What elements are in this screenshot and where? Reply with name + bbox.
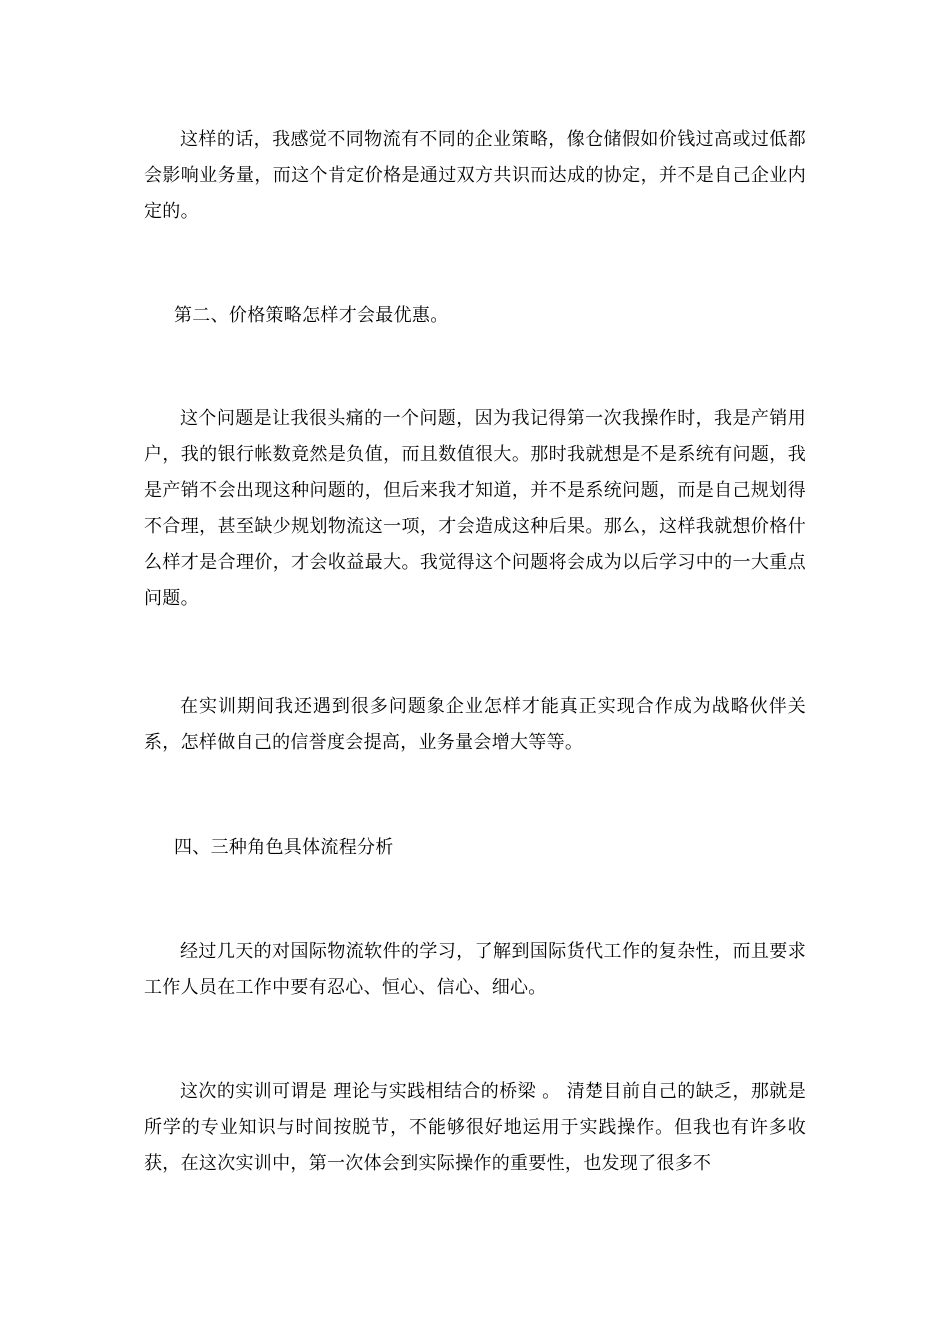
paragraph-other-problems: 在实训期间我还遇到很多问题象企业怎样才能真正实现合作成为战略伙伴关系，怎样做自己的信誉度会提高，业务量会增大等等。 xyxy=(144,696,806,753)
paragraph-logistics-strategy: 这样的话，我感觉不同物流有不同的企业策略，像仓储假如价钱过高或过低都会影响业务量，而这个肯定价格是通过双方共识而达成的协定，并不是自己企业内定的。 xyxy=(144,129,806,222)
heading-role-process-analysis: 四、三种角色具体流程分析 xyxy=(174,837,394,858)
heading-pricing-strategy: 第二、价格策略怎样才会最优惠。 xyxy=(174,305,449,326)
paragraph-bank-account-problem: 这个问题是让我很头痛的一个问题，因为我记得第一次我操作时，我是产销用户，我的银行帐数竟然是负值，而且数值很大。那时我就想是不是系统有问题，我是产销不会出现这种问题的，但后来我才知道，并不是系统问题，而是自己规划得不合理，甚至缺少规划物流这一项，才会造成这种后果。那么，这样我就想价格什么样才是合理价，才会收益最大。我觉得这个问题将会成为以后学习中的一大重点问题。 xyxy=(144,408,806,609)
paragraph-software-learning: 经过几天的对国际物流软件的学习，了解到国际货代工作的复杂性，而且要求工作人员在工作中要有忍心、恒心、信心、细心。 xyxy=(144,941,806,998)
paragraph-training-summary: 这次的实训可谓是 理论与实践相结合的桥梁 。 清楚目前自己的缺乏，那就是所学的专业知识与时间按脱节，不能够很好地运用于实践操作。但我也有许多收获，在这次实训中，第一次体会到实际操作的重要性，也发现了很多不 xyxy=(144,1081,806,1174)
